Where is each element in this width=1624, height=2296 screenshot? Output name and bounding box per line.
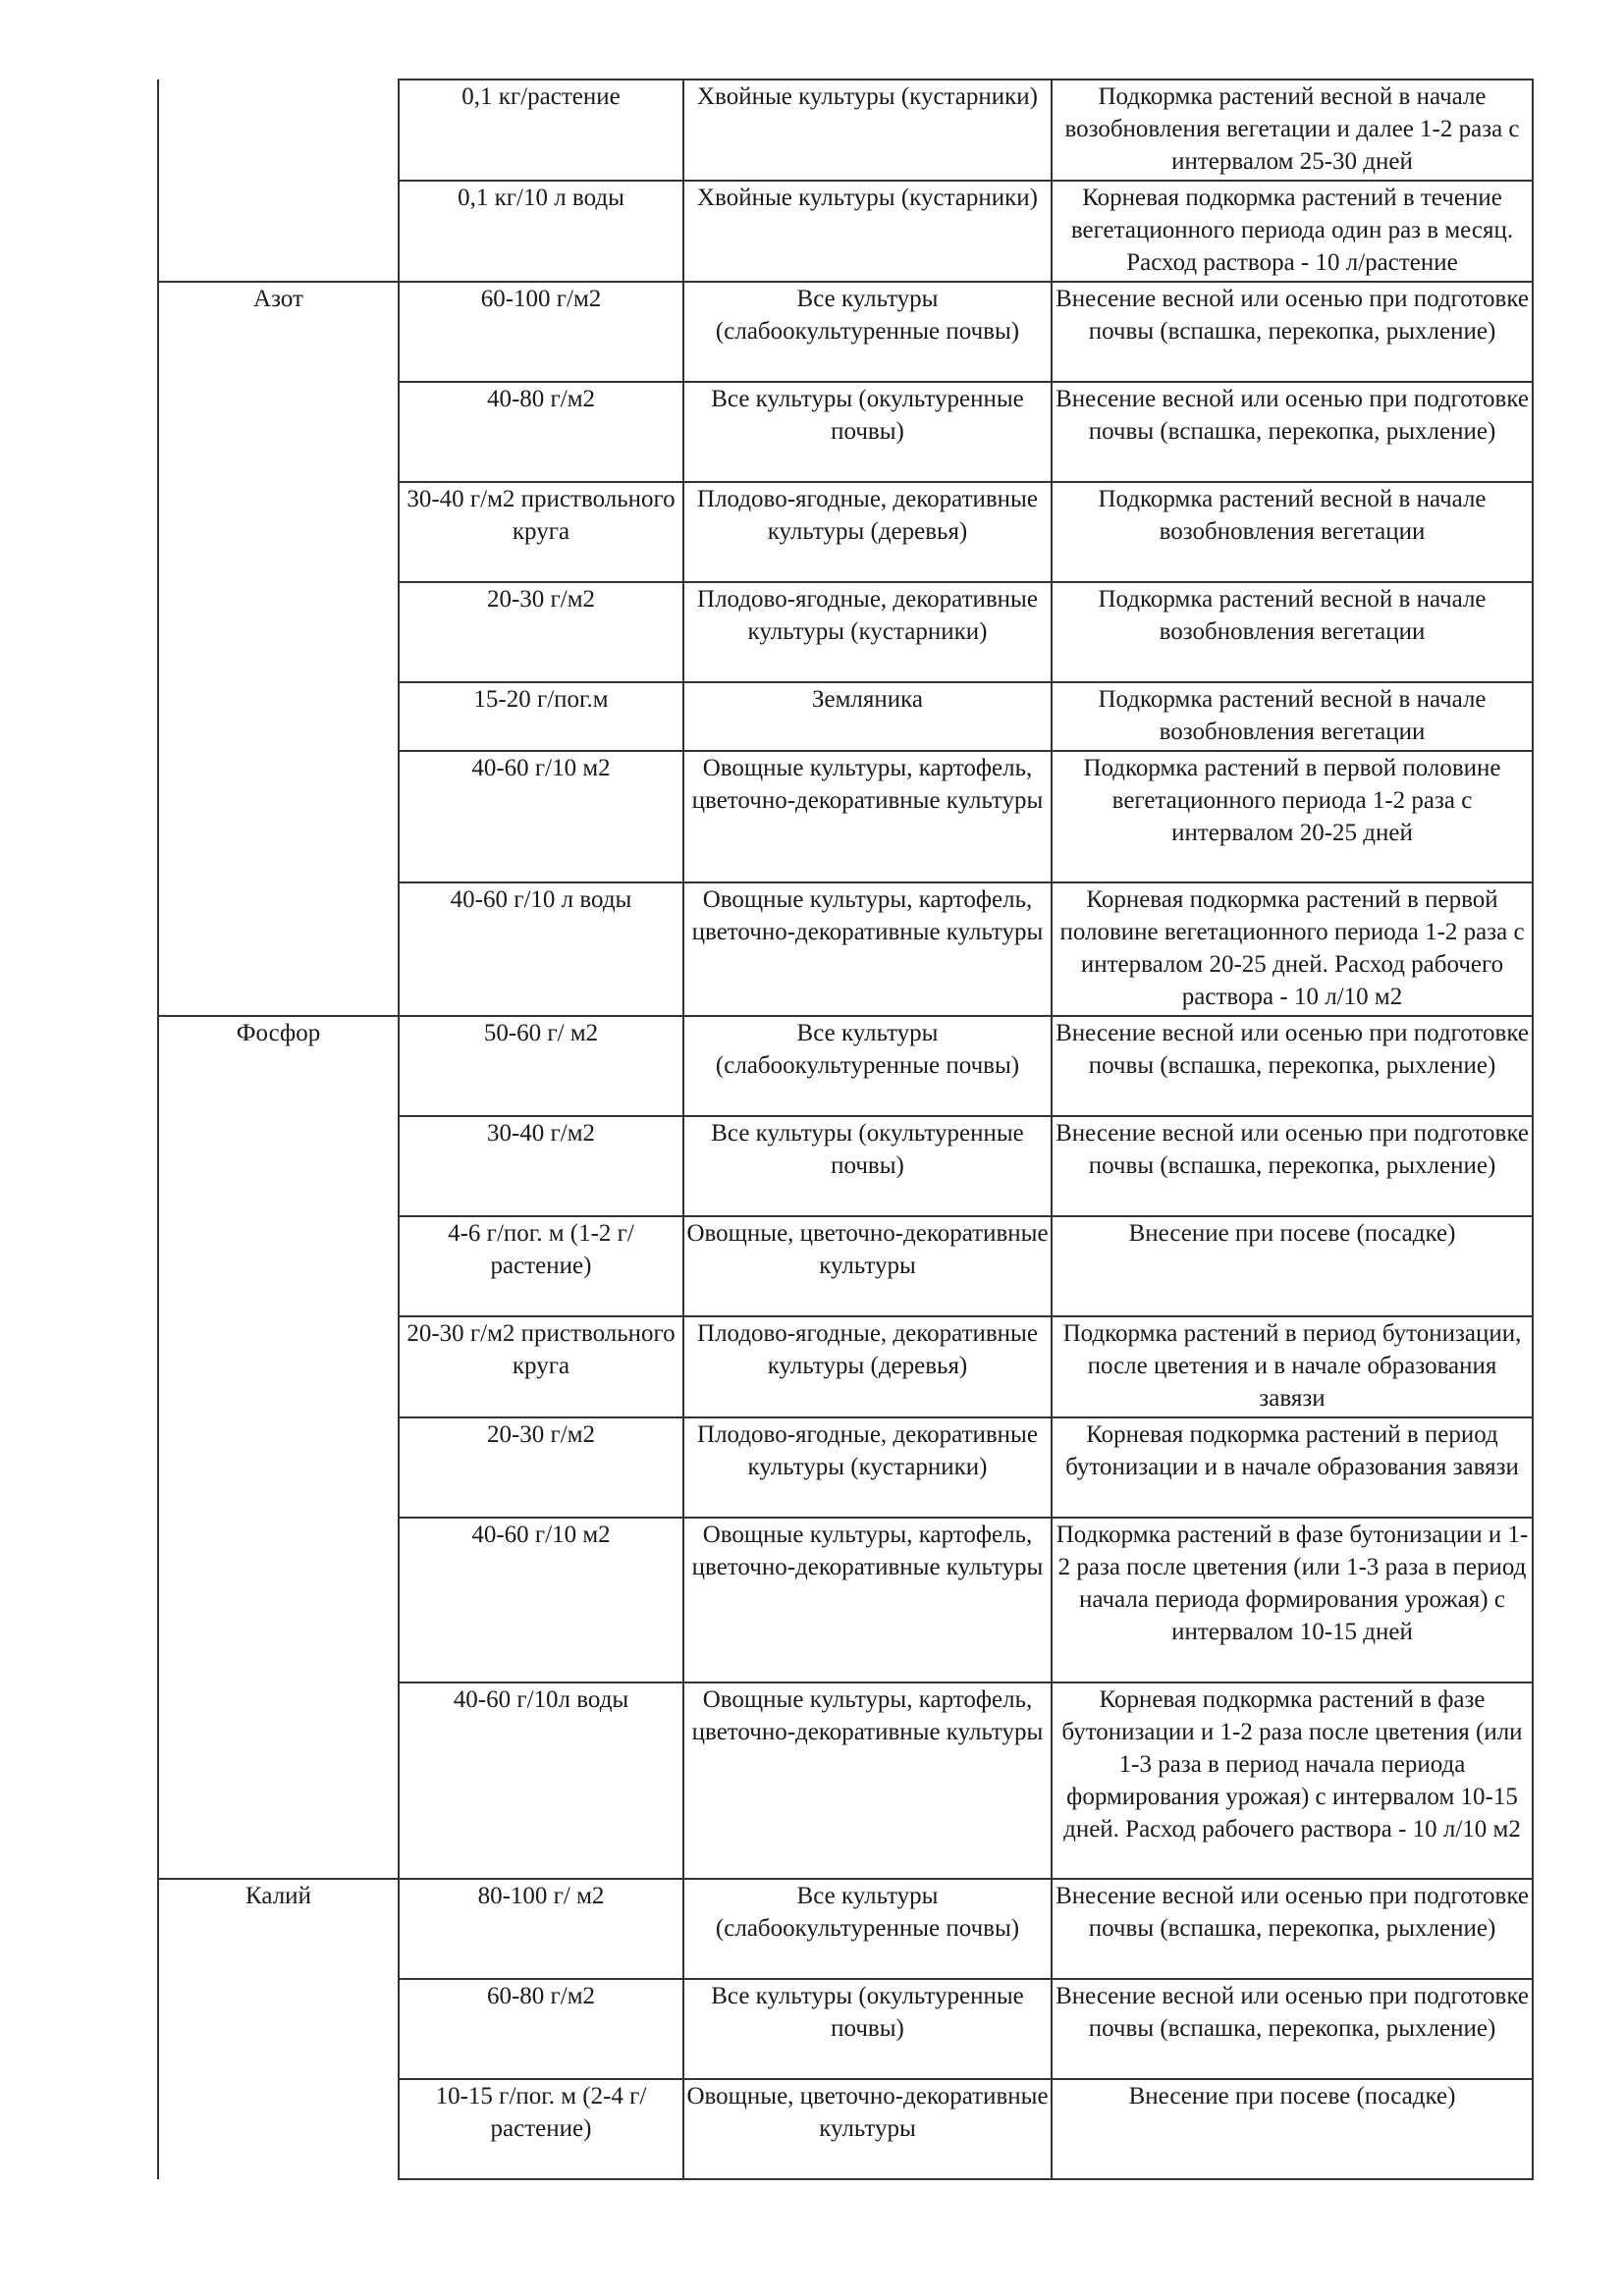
application-cell: Внесение весной или осенью при подготовке почвы (вспашка, перекопка, рыхление): [1052, 282, 1533, 382]
table-row: [158, 1016, 1533, 1116]
dose-cell: 60-100 г/м2: [399, 282, 683, 382]
crop-cell: Земляника: [683, 682, 1052, 751]
application-cell: Корневая подкормка растений в фазе бутонизации и 1-2 раза после цветения (или 1-3 раза в период начала периода формирования урожая) с интервалом 10-15 дней. Расход рабочего раствора - 10 л/10 м2: [1052, 1682, 1533, 1879]
crop-cell: Овощные культуры, картофель, цветочно-декоративные культуры: [683, 1682, 1052, 1879]
application-cell: Корневая подкормка растений в течение вегетационного периода один раз в месяц. Расход раствора - 10 л/растение: [1052, 181, 1533, 282]
dose-cell: 20-30 г/м2: [399, 1417, 683, 1518]
crop-cell: Все культуры (окультуренные почвы): [683, 1116, 1052, 1216]
dose-cell: 60-80 г/м2: [399, 1979, 683, 2079]
dose-cell: 20-30 г/м2 приствольного круга: [399, 1316, 683, 1417]
crop-cell: Все культуры (окультуренные почвы): [683, 382, 1052, 482]
dose-cell: 30-40 г/м2 приствольного круга: [399, 482, 683, 582]
application-cell: Внесение при посеве (посадке): [1052, 1216, 1533, 1316]
crop-cell: Овощные культуры, картофель, цветочно-декоративные культуры: [683, 1518, 1052, 1682]
nutrient-cell: Калий: [158, 1879, 399, 2179]
document-page: [157, 79, 1534, 2180]
application-cell: Внесение весной или осенью при подготовке почвы (вспашка, перекопка, рыхление): [1052, 1879, 1533, 1979]
dose-cell: 40-60 г/10 м2: [399, 751, 683, 882]
application-cell: Корневая подкормка растений в период бутонизации и в начале образования завязи: [1052, 1417, 1533, 1518]
dose-cell: 15-20 г/пог.м: [399, 682, 683, 751]
application-cell: Внесение весной или осенью при подготовке почвы (вспашка, перекопка, рыхление): [1052, 1016, 1533, 1116]
nutrient-cell: Азот: [158, 282, 399, 1016]
crop-cell: Овощные, цветочно-декоративные культуры: [683, 1216, 1052, 1316]
application-cell: Подкормка растений в первой половине вегетационного периода 1-2 раза с интервалом 20-25 дней: [1052, 751, 1533, 882]
crop-cell: Овощные, цветочно-декоративные культуры: [683, 2079, 1052, 2179]
application-cell: Подкормка растений в фазе бутонизации и 1-2 раза после цветения (или 1-3 раза в период начала периода формирования урожая) с интервалом 10-15 дней: [1052, 1518, 1533, 1682]
crop-cell: Все культуры (слабоокультуренные почвы): [683, 282, 1052, 382]
crop-cell: Все культуры (слабоокультуренные почвы): [683, 1879, 1052, 1979]
dose-cell: 20-30 г/м2: [399, 582, 683, 682]
dose-cell: 30-40 г/м2: [399, 1116, 683, 1216]
crop-cell: Хвойные культуры (кустарники): [683, 80, 1052, 181]
crop-cell: Плодово-ягодные, декоративные культуры (деревья): [683, 1316, 1052, 1417]
dose-cell: 0,1 кг/растение: [399, 80, 683, 181]
table-row: [158, 1879, 1533, 1979]
crop-cell: Плодово-ягодные, декоративные культуры (деревья): [683, 482, 1052, 582]
crop-cell: Плодово-ягодные, декоративные культуры (кустарники): [683, 1417, 1052, 1518]
nutrient-cell: Фосфор: [158, 1016, 399, 1879]
application-cell: Внесение при посеве (посадке): [1052, 2079, 1533, 2179]
dose-cell: 10-15 г/пог. м (2-4 г/растение): [399, 2079, 683, 2179]
application-cell: Внесение весной или осенью при подготовке почвы (вспашка, перекопка, рыхление): [1052, 1116, 1533, 1216]
crop-cell: Все культуры (слабоокультуренные почвы): [683, 1016, 1052, 1116]
application-cell: Подкормка растений весной в начале возобновления вегетации и далее 1-2 раза с интервалом 25-30 дней: [1052, 80, 1533, 181]
dose-cell: 4-6 г/пог. м (1-2 г/растение): [399, 1216, 683, 1316]
fertilizer-table: [157, 79, 1534, 2180]
crop-cell: Плодово-ягодные, декоративные культуры (кустарники): [683, 582, 1052, 682]
dose-cell: 50-60 г/ м2: [399, 1016, 683, 1116]
application-cell: Подкормка растений весной в начале возобновления вегетации: [1052, 682, 1533, 751]
crop-cell: Хвойные культуры (кустарники): [683, 181, 1052, 282]
dose-cell: 80-100 г/ м2: [399, 1879, 683, 1979]
dose-cell: 0,1 кг/10 л воды: [399, 181, 683, 282]
dose-cell: 40-60 г/10 м2: [399, 1518, 683, 1682]
table-row: [158, 80, 1533, 181]
application-cell: Внесение весной или осенью при подготовке почвы (вспашка, перекопка, рыхление): [1052, 1979, 1533, 2079]
application-cell: Корневая подкормка растений в первой половине вегетационного периода 1-2 раза с интервалом 20-25 дней. Расход рабочего раствора - 10 л/10 м2: [1052, 882, 1533, 1016]
crop-cell: Овощные культуры, картофель, цветочно-декоративные культуры: [683, 751, 1052, 882]
nutrient-cell: [158, 80, 399, 282]
application-cell: Подкормка растений весной в начале возобновления вегетации: [1052, 582, 1533, 682]
table-row: [158, 282, 1533, 382]
dose-cell: 40-60 г/10 л воды: [399, 882, 683, 1016]
application-cell: Внесение весной или осенью при подготовке почвы (вспашка, перекопка, рыхление): [1052, 382, 1533, 482]
dose-cell: 40-80 г/м2: [399, 382, 683, 482]
crop-cell: Все культуры (окультуренные почвы): [683, 1979, 1052, 2079]
application-cell: Подкормка растений весной в начале возобновления вегетации: [1052, 482, 1533, 582]
dose-cell: 40-60 г/10л воды: [399, 1682, 683, 1879]
application-cell: Подкормка растений в период бутонизации, после цветения и в начале образования завязи: [1052, 1316, 1533, 1417]
crop-cell: Овощные культуры, картофель, цветочно-декоративные культуры: [683, 882, 1052, 1016]
